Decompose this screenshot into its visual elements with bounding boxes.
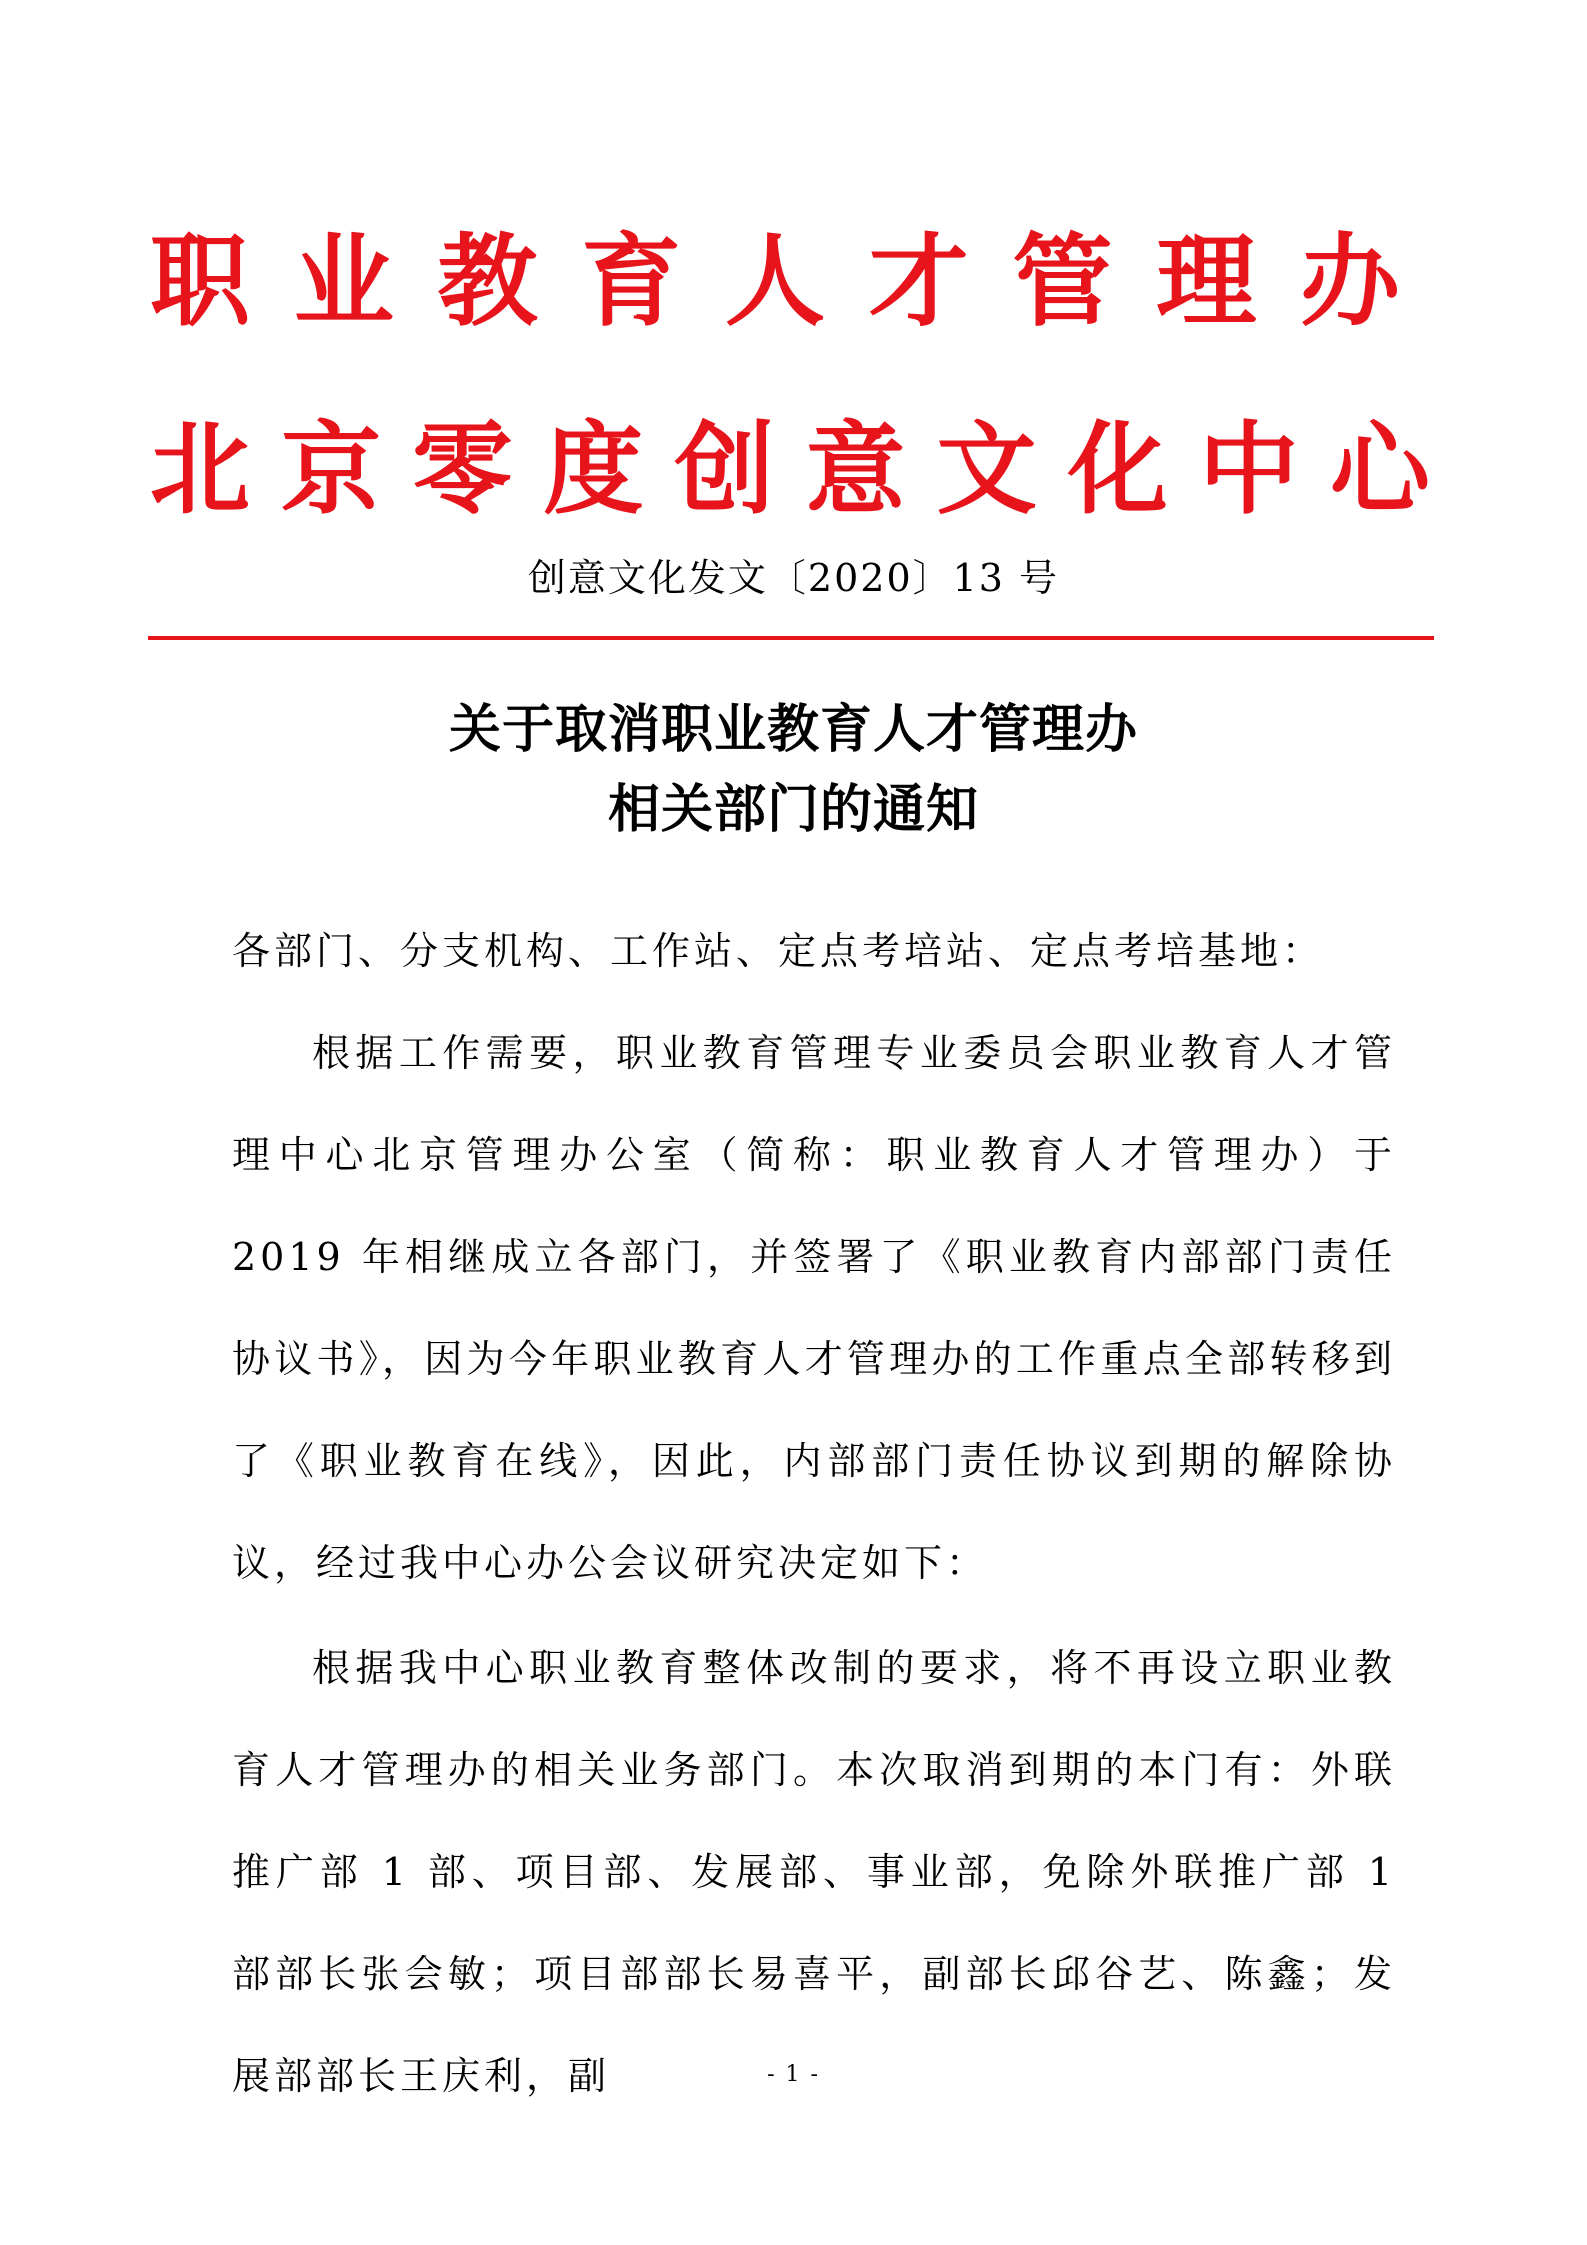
- salutation: 各部门、分支机构、工作站、定点考培站、定点考培基地：: [232, 929, 1325, 973]
- red-separator-line: [148, 636, 1434, 640]
- notice-title-line-2: 相关部门的通知: [607, 779, 979, 840]
- body-paragraph-1-container: [232, 1002, 1396, 1614]
- document-number: 创意文化发文〔2020〕13 号: [527, 556, 1060, 600]
- body-paragraph: 根据工作需要，职业教育管理专业委员会职业教育人才管理中心北京管理办公室（简称：职业教育人才管理办）于 2019 年相继成立各部门，并签署了《职业教育内部部门责任协议书》，因为今年职业教育人才管理办的工作重点全部转移到了《职业教育在线》，因此，内部部门责任协议到期的解除协议，经过我中心办公会议研究决定如下：: [232, 1031, 1396, 1585]
- body-paragraph: 根据我中心职业教育整体改制的要求，将不再设立职业教育人才管理办的相关业务部门。本次取消到期的本门有：外联推广部 1 部、项目部、发展部、事业部，免除外联推广部 1 部部长张会敏；项目部部长易喜平，副部长邱谷艺、陈鑫；发展部部长王庆利，副: [232, 1646, 1396, 2098]
- issuing-org-name: 职业教育人才管理办: [150, 223, 1440, 340]
- co-issuing-org-name: 北京零度创意文化中心: [150, 411, 1440, 528]
- notice-title-line-1: 关于取消职业教育人才管理办: [448, 699, 1138, 760]
- page-number: - 1 -: [767, 2062, 820, 2087]
- body-paragraph-2-container: [232, 1617, 1396, 2127]
